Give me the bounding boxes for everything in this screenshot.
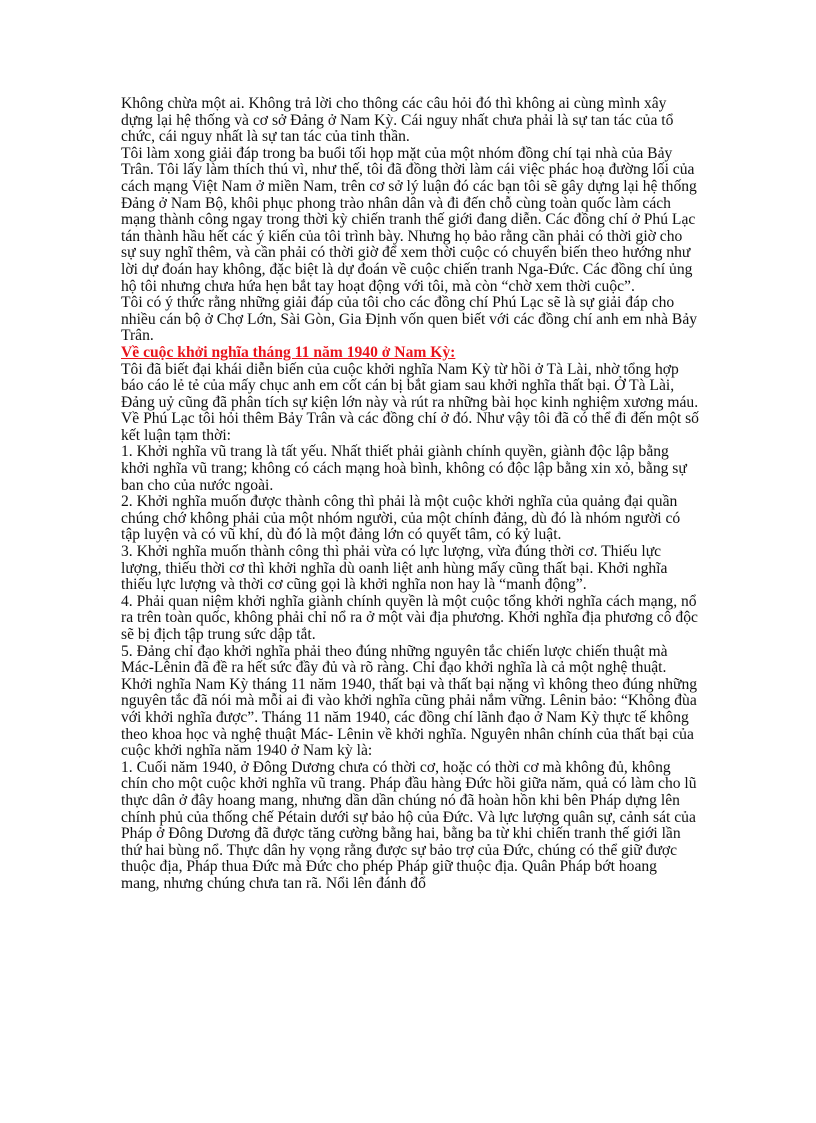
document-page bbox=[121, 96, 699, 893]
list-item: 1. Cuối năm 1940, ở Đông Dương chưa có thời cơ, hoặc có thời cơ mà không đủ, không chín cho một cuộc khởi nghĩa vũ trang. Pháp đầu hàng Đức hồi giữa năm, quả có làm cho lũ thực dân ở đây hoang mang, nhưng dần dần chúng nó đã hoàn hồn khi bên Pháp dựng lên chính phủ của thống chế Pétain dưới sự bảo hộ của Đức. Và lực lượng quân sự, cảnh sát của Pháp ở Đông Dương đã được tăng cường bằng hai, bằng ba từ khi chiến tranh thế giới lần thứ hai bùng nổ. Thực dân hy vọng rằng được sự bảo trợ của Đức, chúng có thể giữ được thuộc địa, Pháp thua Đức mà Đức cho phép Pháp giữ thuộc địa. Quân Pháp bớt hoang mang, nhưng chúng chưa tan rã. Nổi lên đánh đổ bbox=[121, 758, 697, 892]
list-item: 2. Khởi nghĩa muốn được thành công thì phải là một cuộc khởi nghĩa của quảng đại quần chúng chớ không phải của một nhóm người, của một chính đảng, dù đó là nhóm người có tập luyện và có vũ khí, dù đó là một đảng lớn có quyết tâm, có kỷ luật. bbox=[121, 493, 681, 544]
list-item: 1. Khởi nghĩa vũ trang là tất yếu. Nhất thiết phải giành chính quyền, giành độc lập bằng khởi nghĩa vũ trang; không có cách mạng hoà bình, không có độc lập bằng xin xỏ, bằng sự ban cho của nước ngoài. bbox=[121, 443, 687, 494]
paragraph: Tôi đã biết đại khái diễn biến của cuộc khởi nghĩa Nam Kỳ từ hồi ở Tà Lài, nhờ tổng hợp báo cáo lẻ tẻ của mấy chục anh em cốt cán bị bắt giam sau khởi nghĩa thất bại. Ở Tà Lài, Đảng uỷ cũng đã phân tích sự kiện lớn này và rút ra những bài học kinh nghiệm xương máu. Về Phú Lạc tôi hỏi thêm Bảy Trân và các đồng chí ở đó. Như vậy tôi đã có thể đi đến một số kết luận tạm thời: bbox=[121, 360, 699, 444]
paragraph: Không chừa một ai. Không trả lời cho thông các câu hỏi đó thì không ai cùng mình xây dựng lại hệ thống và cơ sở Đảng ở Nam Kỳ. Cái nguy nhất chưa phải là sự tan tác của tổ chức, cái nguy nhất là sự tan tác của tinh thần. bbox=[121, 95, 674, 146]
paragraph: Khởi nghĩa Nam Kỳ tháng 11 năm 1940, thất bại và thất bại nặng vì không theo đúng những nguyên tắc đã nói mà mỗi ai đi vào khởi nghĩa cũng phải nắm vững. Lênin bảo: “Không đùa với khởi nghĩa được”. Tháng 11 năm 1940, các đồng chí lãnh đạo ở Nam Kỳ thực tế không theo khoa học và nghệ thuật Mác- Lênin về khởi nghĩa. Nguyên nhân chính của thất bại của cuộc khởi nghĩa năm 1940 ở Nam kỳ là: bbox=[121, 675, 698, 760]
list-item: 5. Đảng chỉ đạo khởi nghĩa phải theo đúng những nguyên tắc chiến lược chiến thuật mà Mác-Lênin đã đề ra hết sức đầy đủ và rõ ràng. Chỉ đạo khởi nghĩa là cả một nghệ thuật. bbox=[121, 642, 668, 677]
section-heading: Về cuộc khởi nghĩa tháng 11 năm 1940 ở Nam Kỳ: bbox=[121, 343, 456, 361]
list-item: 4. Phải quan niệm khởi nghĩa giành chính quyền là một cuộc tổng khởi nghĩa cách mạng, nổ ra trên toàn quốc, không phải chỉ nổ ra ở một vài địa phương. Khởi nghĩa địa phương cô độc sẽ bị địch tập trung sức dập tắt. bbox=[121, 592, 698, 643]
list-item: 3. Khởi nghĩa muốn thành công thì phải vừa có lực lượng, vừa đúng thời cơ. Thiếu lực lượng, thiếu thời cơ thì khởi nghĩa dù oanh liệt anh hùng mấy cũng thất bại. Khởi nghĩa thiếu lực lượng và thời cơ cũng gọi là khởi nghĩa non hay là “manh động”. bbox=[121, 543, 668, 594]
paragraph: Tôi làm xong giải đáp trong ba buổi tối họp mặt của một nhóm đồng chí tại nhà của Bảy Trân. Tôi lấy làm thích thú vì, như thế, tôi đã đồng thời làm cái việc phác hoạ đường lối của cách mạng Việt Nam ở miền Nam, trên cơ sở lý luận đó các bạn tôi sẽ gây dựng lại hệ thống Đảng ở Nam Bộ, khôi phục phong trào nhân dân và đi đến chỗ cùng toàn quốc làm cách mạng thành công ngay trong thời kỳ chiến tranh thế giới đang diễn. Các đồng chí ở Phú Lạc tán thành hầu hết các ý kiến của tôi trình bày. Nhưng họ bảo rằng cần phải có thời giờ cho sự suy nghĩ thêm, và cần phải có thời giờ để xem thời cuộc có chuyển biến theo hướng như lời dự đoán hay không, đặc biệt là dự đoán về cuộc chiến tranh Nga-Đức. Các đồng chí ủng hộ tôi nhưng chưa hứa hẹn bắt tay hoạt động với tôi, mà còn “chờ xem thời cuộc”. bbox=[121, 144, 697, 295]
paragraph: Tôi có ý thức rằng những giải đáp của tôi cho các đồng chí Phú Lạc sẽ là sự giải đáp cho nhiều cán bộ ở Chợ Lớn, Sài Gòn, Gia Định vốn quen biết với các đồng chí anh em nhà Bảy Trân. bbox=[121, 294, 698, 345]
